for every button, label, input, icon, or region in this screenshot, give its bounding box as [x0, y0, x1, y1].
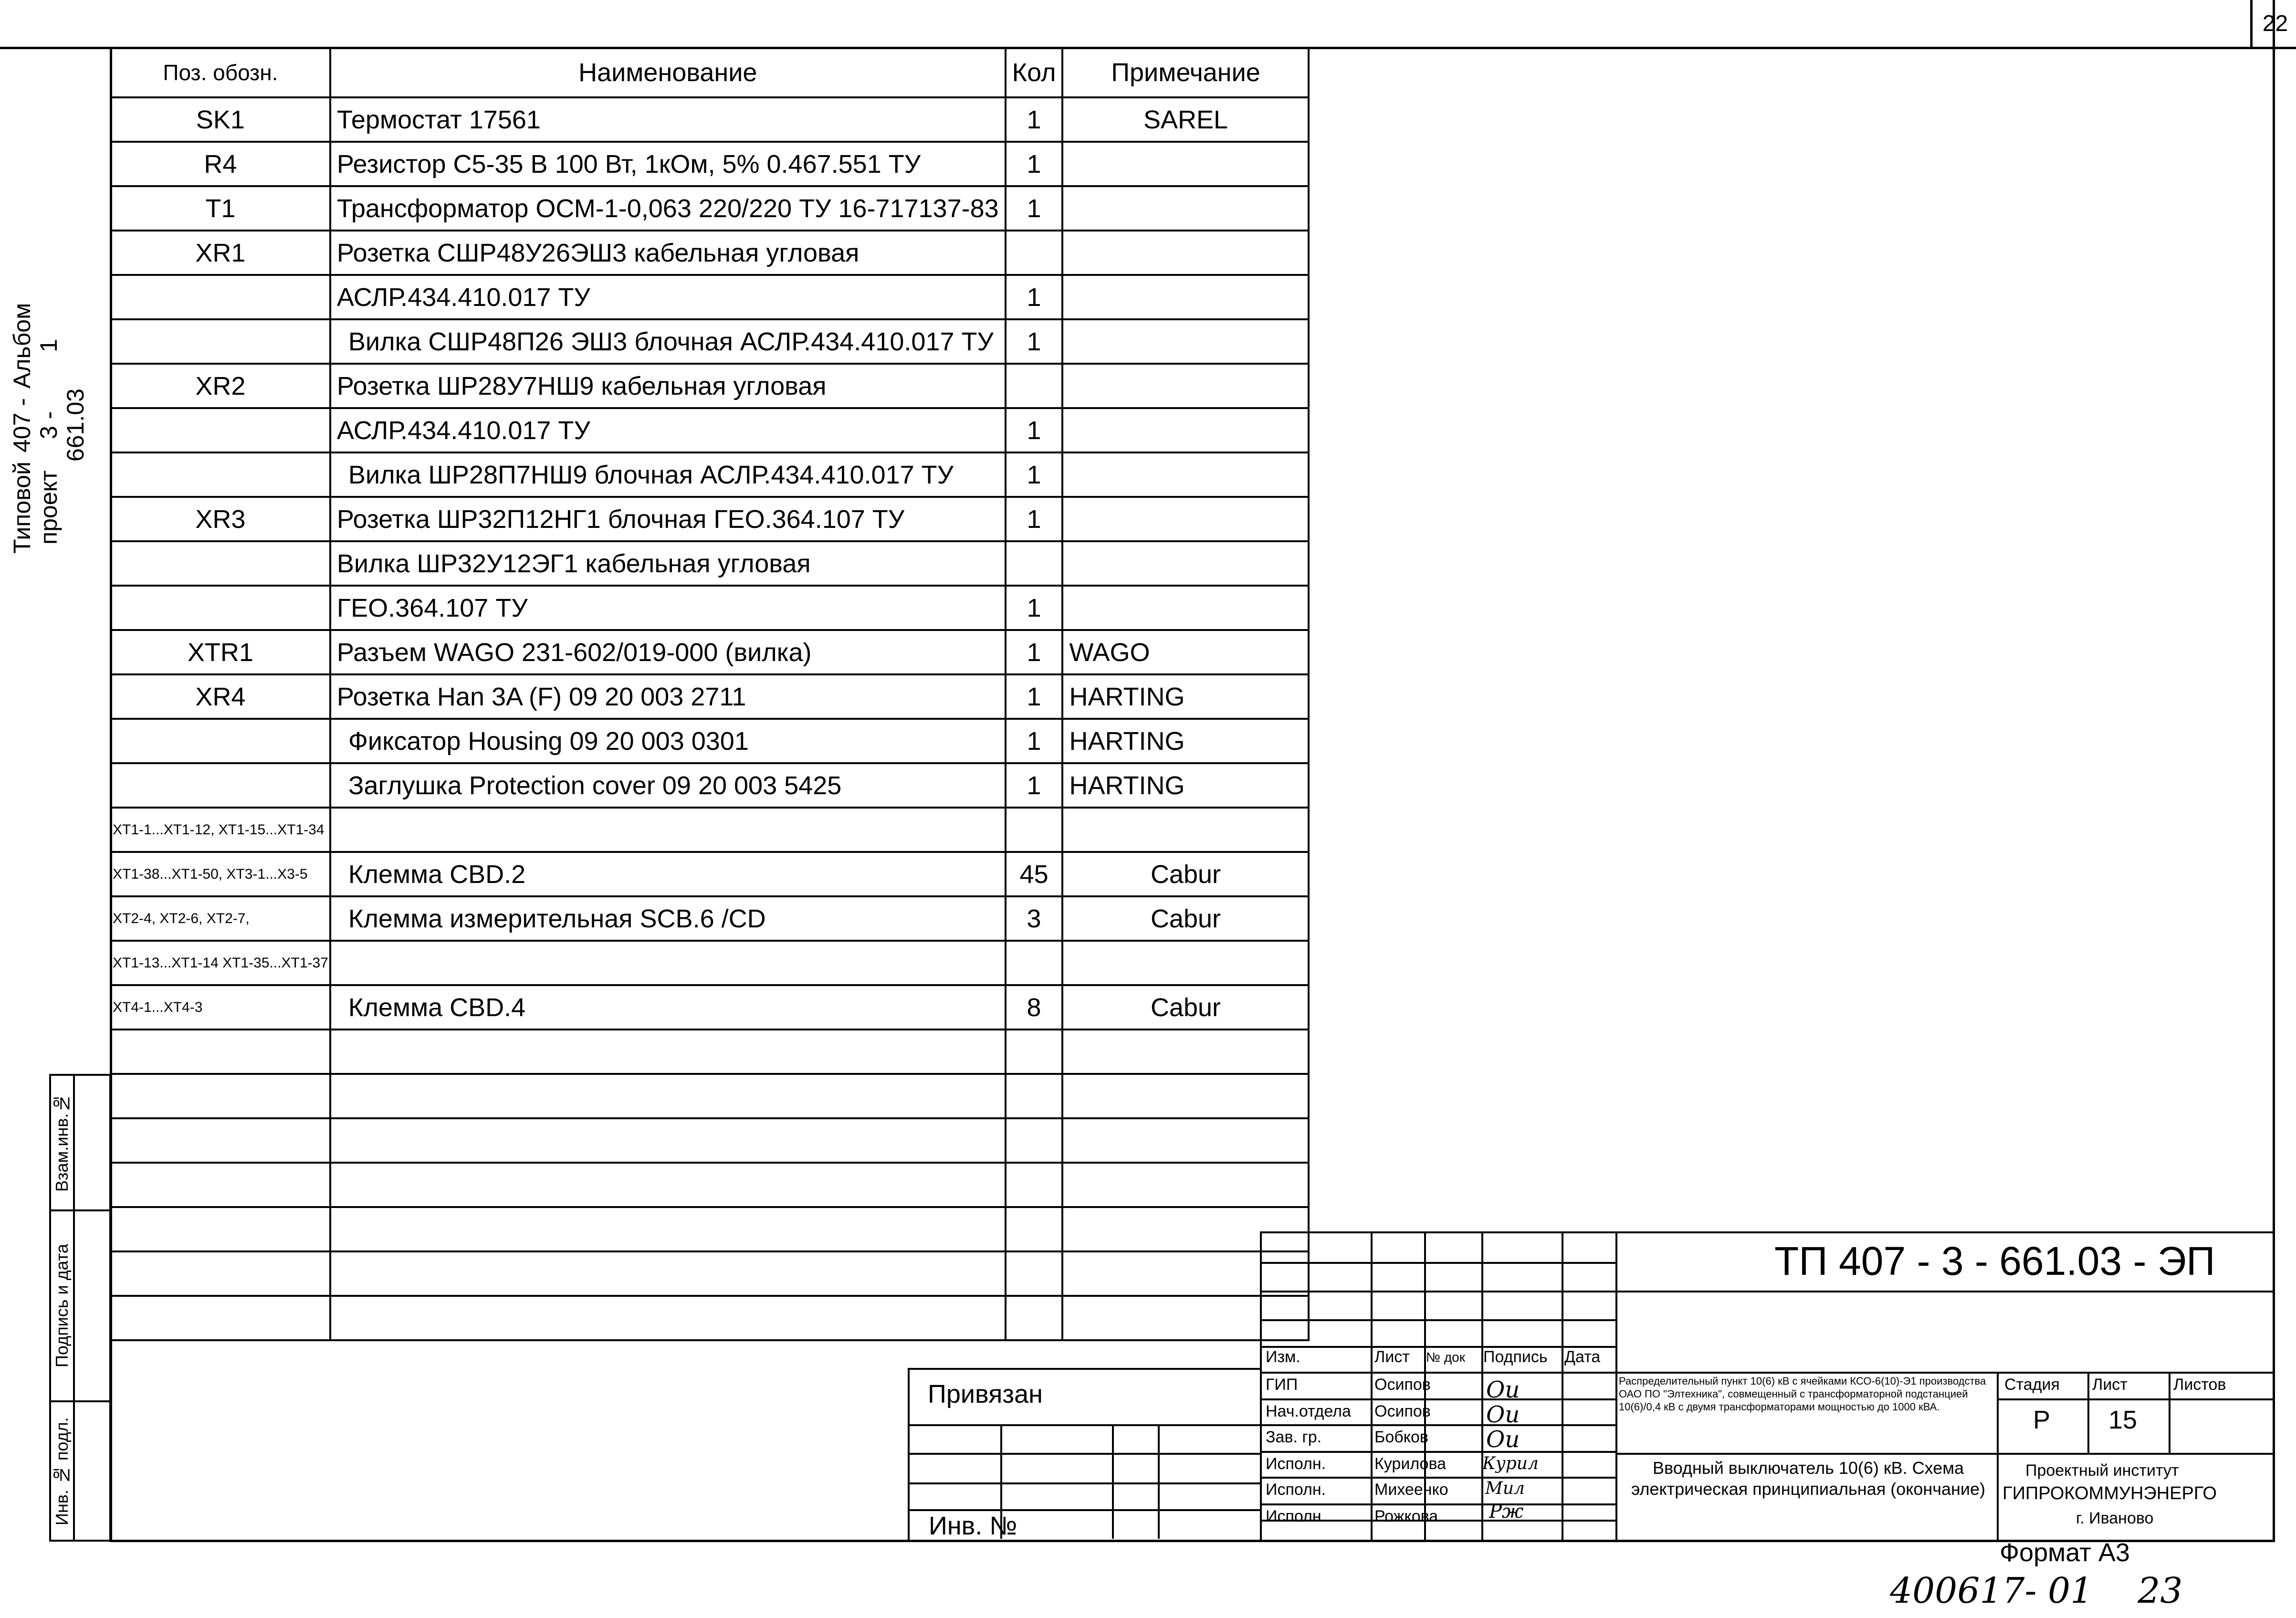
- qty-cell: 3: [1006, 896, 1063, 941]
- pos-cell: T1: [111, 186, 330, 231]
- signature-bobkov: Ou: [1486, 1426, 1520, 1453]
- qty-cell: [1006, 231, 1063, 275]
- pos-cell: [111, 1074, 330, 1118]
- note-cell: [1062, 452, 1309, 497]
- pos-cell: [111, 1030, 330, 1074]
- pos-cell: SK1: [111, 97, 330, 142]
- pos-cell: [111, 1118, 330, 1163]
- signature-date-label: Подпись и дата: [52, 1244, 72, 1368]
- qty-cell: 1: [1006, 186, 1063, 231]
- note-cell: [1062, 541, 1309, 586]
- person-name: Рожкова: [1374, 1507, 1438, 1525]
- qty-cell: 1: [1006, 497, 1063, 541]
- org-line-1: Проектный институт: [2025, 1461, 2179, 1480]
- table-row: [111, 852, 1309, 896]
- sheet-number: 22: [2250, 0, 2296, 49]
- person-name: Бобков: [1374, 1428, 1428, 1446]
- person-name: Курилова: [1374, 1455, 1447, 1473]
- note-cell: Cabur: [1062, 852, 1309, 896]
- note-cell: Cabur: [1062, 896, 1309, 941]
- name-cell: [330, 808, 1006, 852]
- name-cell: Фиксатор Housing 09 20 003 0301: [330, 719, 1006, 763]
- specification-table: [110, 47, 1310, 1341]
- pos-cell: [111, 719, 330, 763]
- table-row: [111, 97, 1309, 142]
- table-row: [111, 1207, 1309, 1251]
- note-cell: Cabur: [1062, 985, 1309, 1030]
- inv-no-label: Инв. №: [929, 1512, 1017, 1540]
- table-row: [111, 896, 1309, 941]
- note-cell: [1062, 408, 1309, 452]
- name-cell: АСЛР.434.410.017 ТУ: [330, 408, 1006, 452]
- note-cell: HARTING: [1062, 719, 1309, 763]
- qty-cell: 1: [1006, 275, 1063, 319]
- name-cell: [330, 1030, 1006, 1074]
- table-row: [111, 985, 1309, 1030]
- person-role: Исполн.: [1266, 1507, 1326, 1525]
- note-cell: [1062, 1030, 1309, 1074]
- qty-cell: 1: [1006, 630, 1063, 674]
- note-cell: [1062, 319, 1309, 364]
- object-description: Распределительный пункт 10(6) кВ с ячейками КСО-6(10)-Э1 производства ОАО ПО "Элтехника", совмещенный с трансформаторной подстанцией 10(6)/0,4 кВ с двумя трансформаторами мощностью до 1000 кВА.: [1619, 1375, 1986, 1413]
- signature-osipov-2: Ou: [1486, 1401, 1520, 1428]
- pos-cell: XR4: [111, 674, 330, 719]
- qty-cell: [1006, 1118, 1063, 1163]
- person-name: Михеенко: [1374, 1481, 1448, 1499]
- qty-cell: [1006, 808, 1063, 852]
- note-cell: [1062, 142, 1309, 186]
- title-block: [1260, 1231, 2275, 1542]
- name-cell: Разъем WAGO 231-602/019-000 (вилка): [330, 630, 1006, 674]
- spec-header-row: [111, 48, 1309, 97]
- name-cell: [330, 1207, 1006, 1251]
- name-cell: Розетка СШР48У26ЭШ3 кабельная угловая: [330, 231, 1006, 275]
- table-row: [111, 1296, 1309, 1340]
- signature-osipov-1: Ou: [1486, 1376, 1520, 1403]
- name-cell: [330, 1296, 1006, 1340]
- header-date: Дата: [1564, 1348, 1601, 1366]
- replaced-inv-label: Взам.инв.№: [52, 1093, 72, 1192]
- table-row: [111, 142, 1309, 186]
- table-row: [111, 231, 1309, 275]
- signature-miheenko: Мил: [1485, 1479, 1525, 1498]
- header-change: Изм.: [1266, 1348, 1300, 1366]
- name-cell: Трансформатор ОСМ-1-0,063 220/220 ТУ 16-717137-83: [330, 186, 1006, 231]
- name-cell: [330, 1074, 1006, 1118]
- note-cell: [1062, 586, 1309, 630]
- document-code: ТП 407 - 3 - 661.03 - ЭП: [1774, 1239, 2215, 1283]
- pos-cell: [111, 586, 330, 630]
- qty-cell: 1: [1006, 408, 1063, 452]
- header-qty: Кол: [1006, 48, 1063, 97]
- name-cell: [330, 1163, 1006, 1207]
- org-line-3: г. Иваново: [2076, 1509, 2154, 1527]
- qty-cell: 1: [1006, 452, 1063, 497]
- qty-cell: 45: [1006, 852, 1063, 896]
- table-row: [111, 763, 1309, 808]
- table-row: [111, 719, 1309, 763]
- pos-cell: [111, 1163, 330, 1207]
- name-cell: Заглушка Protection cover 09 20 003 5425: [330, 763, 1006, 808]
- qty-cell: 1: [1006, 319, 1063, 364]
- table-row: [111, 408, 1309, 452]
- table-row: [111, 941, 1309, 985]
- qty-cell: [1006, 1251, 1063, 1296]
- project-type: Типовой проект: [9, 462, 62, 554]
- project-code: 407 - 3 - 661.03: [9, 389, 89, 462]
- pos-cell: XR1: [111, 231, 330, 275]
- qty-cell: [1006, 541, 1063, 586]
- note-cell: [1062, 941, 1309, 985]
- note-cell: WAGO: [1062, 630, 1309, 674]
- qty-cell: 1: [1006, 97, 1063, 142]
- pos-cell: XT1-1...XT1-12, XT1-15...XT1-34: [111, 808, 330, 852]
- sheet-title: Вводный выключатель 10(6) кВ. Схема электрическая принципиальная (окончание): [1631, 1458, 1986, 1499]
- qty-cell: 1: [1006, 674, 1063, 719]
- pos-cell: XT4-1...XT4-3: [111, 985, 330, 1030]
- name-cell: Клемма CBD.2: [330, 852, 1006, 896]
- name-cell: Термостат 17561: [330, 97, 1006, 142]
- stage-label: Стадия: [2004, 1376, 2060, 1394]
- archive-number: 400617- 01 23: [1890, 1570, 2183, 1611]
- table-row: [111, 1163, 1309, 1207]
- person-role: Зав. гр.: [1266, 1428, 1322, 1446]
- signature-kurilova: Курил: [1482, 1454, 1539, 1473]
- pos-cell: XT2-4, XT2-6, XT2-7,: [111, 896, 330, 941]
- name-cell: [330, 941, 1006, 985]
- table-row: [111, 452, 1309, 497]
- note-cell: [1062, 364, 1309, 408]
- header-signature: Подпись: [1483, 1348, 1548, 1366]
- binding-block: [908, 1368, 1262, 1542]
- sheet-label: Лист: [2092, 1376, 2128, 1394]
- person-role: Исполн.: [1266, 1481, 1326, 1499]
- note-cell: [1062, 497, 1309, 541]
- table-row: [111, 275, 1309, 319]
- pos-cell: [111, 408, 330, 452]
- person-role: ГИП: [1266, 1376, 1298, 1394]
- qty-cell: [1006, 1296, 1063, 1340]
- note-cell: [1062, 231, 1309, 275]
- pos-cell: [111, 541, 330, 586]
- sheets-label: Листов: [2173, 1376, 2226, 1394]
- name-cell: [330, 1118, 1006, 1163]
- name-cell: Розетка Han 3A (F) 09 20 003 2711: [330, 674, 1006, 719]
- name-cell: Вилка ШР32У12ЭГ1 кабельная угловая: [330, 541, 1006, 586]
- qty-cell: [1006, 1163, 1063, 1207]
- side-project-label: [9, 303, 104, 554]
- album-label: Альбом 1: [9, 303, 62, 389]
- name-cell: [330, 1251, 1006, 1296]
- header-note: Примечание: [1062, 48, 1309, 97]
- name-cell: АСЛР.434.410.017 ТУ: [330, 275, 1006, 319]
- table-row: [111, 364, 1309, 408]
- org-line-2: ГИПРОКОММУНЭНЕРГО: [2002, 1483, 2217, 1503]
- person-name: Осипов: [1374, 1402, 1431, 1420]
- sheet-value: 15: [2108, 1406, 2138, 1434]
- pos-cell: XR3: [111, 497, 330, 541]
- qty-cell: [1006, 1030, 1063, 1074]
- person-name: Осипов: [1374, 1376, 1431, 1394]
- note-cell: HARTING: [1062, 763, 1309, 808]
- pos-cell: XT1-38...XT1-50, XT3-1...X3-5: [111, 852, 330, 896]
- table-row: [111, 541, 1309, 586]
- qty-cell: [1006, 364, 1063, 408]
- header-pos: Поз. обозн.: [111, 48, 330, 97]
- qty-cell: [1006, 1207, 1063, 1251]
- table-row: [111, 674, 1309, 719]
- person-role: Нач.отдела: [1266, 1402, 1351, 1420]
- pos-cell: R4: [111, 142, 330, 186]
- name-cell: Резистор С5-35 В 100 Вт, 1кОм, 5% 0.467.551 ТУ: [330, 142, 1006, 186]
- table-row: [111, 186, 1309, 231]
- inv-original-label: Инв. № подл.: [52, 1417, 72, 1526]
- qty-cell: 1: [1006, 763, 1063, 808]
- person-role: Исполн.: [1266, 1455, 1326, 1473]
- note-cell: [1062, 186, 1309, 231]
- name-cell: ГЕО.364.107 ТУ: [330, 586, 1006, 630]
- pos-cell: [111, 275, 330, 319]
- pos-cell: XTR1: [111, 630, 330, 674]
- note-cell: SAREL: [1062, 97, 1309, 142]
- pos-cell: [111, 1251, 330, 1296]
- qty-cell: 1: [1006, 719, 1063, 763]
- qty-cell: 8: [1006, 985, 1063, 1030]
- name-cell: Вилка СШР48П26 ЭШ3 блочная АСЛР.434.410.017 ТУ: [330, 319, 1006, 364]
- stage-value: Р: [2033, 1406, 2051, 1434]
- note-cell: [1062, 1163, 1309, 1207]
- qty-cell: 1: [1006, 142, 1063, 186]
- pos-cell: [111, 319, 330, 364]
- pos-cell: [111, 763, 330, 808]
- table-row: [111, 808, 1309, 852]
- name-cell: Вилка ШР28П7НШ9 блочная АСЛР.434.410.017 ТУ: [330, 452, 1006, 497]
- signature-rozhkova: Рж: [1489, 1501, 1524, 1523]
- pos-cell: XR2: [111, 364, 330, 408]
- header-doc-no: № док: [1426, 1350, 1465, 1365]
- header-sheet: Лист: [1374, 1348, 1410, 1366]
- table-row: [111, 497, 1309, 541]
- qty-cell: 1: [1006, 586, 1063, 630]
- table-row: [111, 1118, 1309, 1163]
- note-cell: [1062, 1118, 1309, 1163]
- pos-cell: XT1-13...XT1-14 XT1-35...XT1-37: [111, 941, 330, 985]
- table-row: [111, 1074, 1309, 1118]
- pos-cell: [111, 1207, 330, 1251]
- qty-cell: [1006, 1074, 1063, 1118]
- attached-label: Привязан: [928, 1380, 1043, 1408]
- note-cell: [1062, 1074, 1309, 1118]
- note-cell: [1062, 808, 1309, 852]
- name-cell: Розетка ШР32П12НГ1 блочная ГЕО.364.107 ТУ: [330, 497, 1006, 541]
- table-row: [111, 319, 1309, 364]
- table-row: [111, 630, 1309, 674]
- note-cell: HARTING: [1062, 674, 1309, 719]
- name-cell: Розетка ШР28У7НШ9 кабельная угловая: [330, 364, 1006, 408]
- table-row: [111, 1251, 1309, 1296]
- name-cell: Клемма измерительная SCB.6 /CD: [330, 896, 1006, 941]
- header-name: Наименование: [330, 48, 1006, 97]
- format-label: Формат А3: [2000, 1538, 2130, 1567]
- note-cell: [1062, 275, 1309, 319]
- pos-cell: [111, 1296, 330, 1340]
- name-cell: Клемма CBD.4: [330, 985, 1006, 1030]
- qty-cell: [1006, 941, 1063, 985]
- table-row: [111, 586, 1309, 630]
- side-stamp: [49, 1074, 111, 1542]
- pos-cell: [111, 452, 330, 497]
- table-row: [111, 1030, 1309, 1074]
